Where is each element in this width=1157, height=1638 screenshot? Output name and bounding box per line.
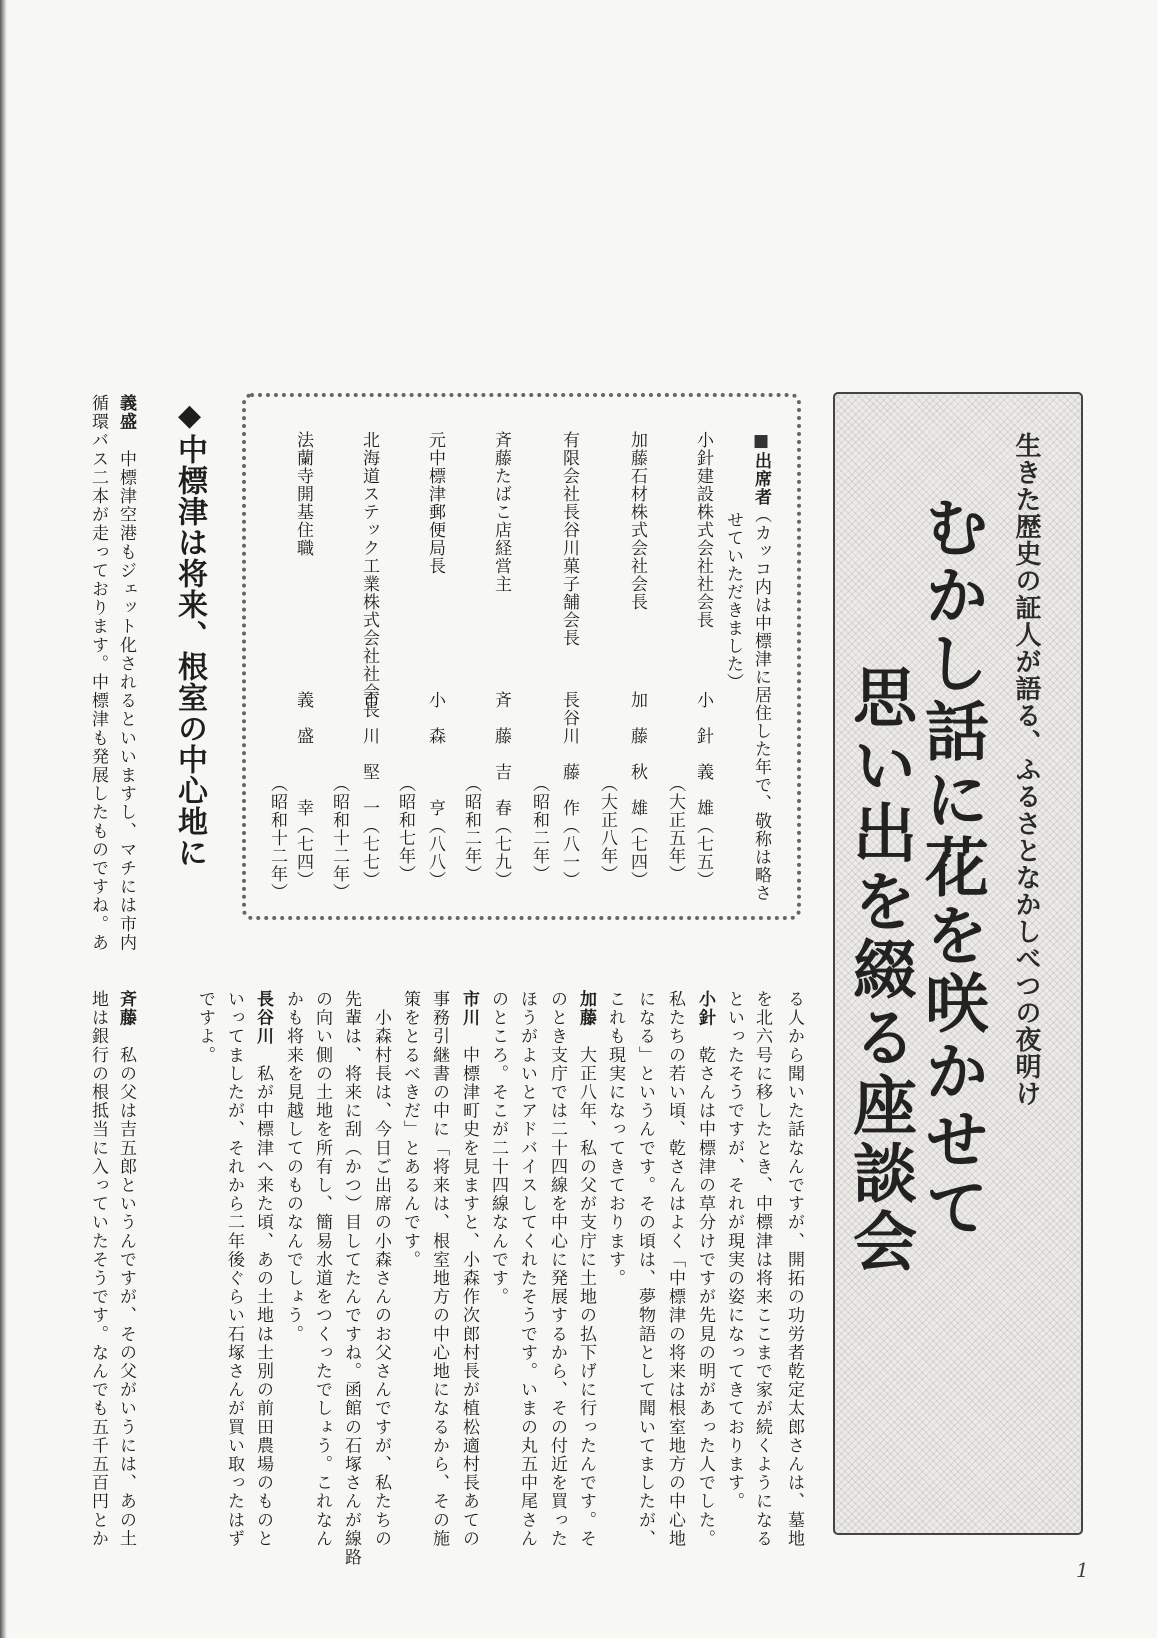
text-line-content: 中標津空港もジェット化されるといいますし、マチには市内 [116, 431, 136, 953]
article-title-line-1: むかし話に花を咲かせて [914, 494, 989, 1242]
attendee-since: （昭和十二年） [329, 775, 349, 901]
text-line [548, 990, 565, 1548]
text-line [117, 394, 134, 952]
attendee-role: 小針建設株式会社社会長 [693, 431, 713, 629]
attendee-role: 加藤石材株式会社会長 [627, 431, 647, 611]
text-line [372, 990, 389, 1548]
text-line [117, 990, 134, 1548]
attendee-since: （昭和七年） [395, 775, 415, 883]
text-line-content: ほうがよいとアドバイスしてくれたそうです。いまの丸五中尾さん [517, 990, 537, 1548]
title-panel [833, 392, 1083, 1535]
text-line [89, 990, 106, 1548]
attendee-name: 小 森 亨（八八） [425, 691, 445, 889]
diamond-bullet-icon: ◆ [172, 398, 207, 434]
text-line [666, 990, 683, 1548]
attendees-note: （カッコ内は中標津に居住した年で、敬称は略さ [751, 506, 771, 902]
attendee-name: 長谷川 藤 作（八一） [559, 691, 579, 889]
attendee-since: （大正五年） [665, 775, 685, 883]
article-title-line-2: 思い出を綴る座談会 [842, 664, 917, 1276]
text-line-content: のところ。そこが二十四線なんです。 [488, 990, 508, 1307]
speaker-label: 斉藤 [116, 990, 136, 1028]
square-bullet-icon: ■ [751, 431, 771, 452]
text-line [460, 990, 477, 1548]
speaker-label: 長谷川 [253, 990, 273, 1046]
text-line [518, 990, 535, 1548]
page-binding-edge [0, 0, 7, 1638]
text-line [753, 990, 770, 1548]
text-line [401, 990, 418, 1269]
text-line-content: 私が中標津へ来た頃、あの土地は士別の前田農場のものと [253, 1045, 273, 1549]
text-line [313, 990, 330, 1548]
text-line-content: いってましたが、それから二年後ぐらい石塚さんが買い取ったはず [224, 990, 244, 1548]
text-line [696, 990, 713, 1548]
text-line [196, 990, 213, 1064]
attendee-name: 義 盛 幸（七四） [293, 691, 313, 889]
speaker-label: 加藤 [576, 990, 596, 1028]
text-line [225, 990, 242, 1548]
text-line [785, 990, 802, 1548]
text-line-content: 乾さんは中標津の草分けですが先見の明があった人でした。 [695, 1027, 715, 1549]
text-line-content: 地は銀行の根抵当に入っていたそうです。なんでも五千五百円とか [88, 990, 108, 1548]
attendees-box [242, 393, 801, 920]
text-line-content: 事務引継書の中に「将来は、根室地方の中心地になるから、その施 [429, 990, 449, 1548]
text-line-content: これも現実になってきております。 [605, 990, 625, 1288]
attendee-role: 有限会社長谷川菓子舗会長 [559, 431, 579, 647]
text-line [254, 990, 271, 1548]
attendee-since: （昭和二年） [461, 775, 481, 883]
text-line-content: 先輩は、将来に刮（かつ）目してたんですね。函館の石塚さんが線路 [341, 990, 361, 1567]
section-heading-text: 中標津は将来、根室の中心地に [172, 434, 207, 868]
speaker-label: 小針 [695, 990, 715, 1028]
text-line-content: になる」というんです。その頃は、夢物語として聞いてましたが、 [635, 990, 655, 1548]
text-line-content: を北六号に移したとき、中標津は将来ここまで家が続くようになる [752, 990, 772, 1548]
text-line-content: のとき支庁では二十四線を中心に発展するから、その付近を買った [547, 990, 567, 1548]
text-line-content: 循環バス二本が走っております。中標津も発展したものですね。あ [88, 394, 108, 952]
attendee-role: 斉藤たばこ店経営主 [491, 431, 511, 593]
page-number: 1 [1076, 1558, 1089, 1582]
text-line-content: かも将来を見越してのものなんでしょう。 [283, 990, 303, 1344]
section-heading [172, 398, 207, 868]
attendee-since: （昭和十二年） [267, 775, 287, 901]
text-line-content: といったそうですが、それが現実の姿になってきております。 [724, 990, 744, 1511]
text-line-content: 私たちの若い頃、乾さんはよく「中標津の将来は根室地方の中心地 [665, 990, 685, 1548]
text-line-content: る人から聞いた話なんですが、開拓の功労者乾定太郎さんは、墓地 [784, 990, 804, 1548]
text-line-content: 私の父は吉五郎というんですが、その父がいうには、あの土 [116, 1027, 136, 1549]
text-line [284, 990, 301, 1343]
text-line [489, 990, 506, 1306]
attendee-name: 市 川 堅 一（七七） [359, 691, 379, 889]
text-line-content: ですよ。 [195, 990, 215, 1065]
text-line [636, 990, 653, 1548]
text-line-content: の向い側の土地を所有し、簡易水道をつくったでしょう。これなん [312, 990, 332, 1548]
attendee-role: 元中標津郵便局長 [425, 431, 445, 575]
attendees-heading: 出席者 [751, 452, 771, 506]
text-line [725, 990, 742, 1511]
text-line [89, 394, 106, 952]
text-line-content: 大正八年、私の父が支庁に土地の払下げに行ったんです。そ [576, 1027, 596, 1549]
attendee-name: 斉 藤 吉 春（七九） [491, 691, 511, 889]
text-line-content: 策をとるべきだ」とあるんです。 [400, 990, 420, 1269]
attendee-role: 法蘭寺開基住職 [293, 431, 313, 557]
attendee-since: （昭和二年） [529, 775, 549, 883]
text-line [606, 990, 623, 1288]
speaker-label: 義盛 [116, 394, 136, 432]
text-line-content: 小森村長は、今日ご出席の小森さんのお父さんですが、私たちの [371, 990, 391, 1548]
text-line [342, 990, 359, 1567]
article-subtitle: 生きた歴史の証人が語る、ふるさとなかしべつの夜明け [1011, 432, 1041, 1107]
attendee-name: 小 針 義 雄（七五） [693, 691, 713, 889]
attendee-role: 北海道ステック工業株式会社社会長 [359, 431, 379, 719]
attendees-heading-line [752, 431, 769, 902]
text-line [430, 990, 447, 1548]
speaker-label: 市川 [459, 990, 479, 1028]
attendee-since: （大正八年） [597, 775, 617, 883]
attendee-name: 加 藤 秋 雄（七四） [627, 691, 647, 889]
text-line-content: 中標津町史を見ますと、小森作次郎村長が植松適村長あての [459, 1027, 479, 1549]
attendees-note-continued: せていただきました） [723, 511, 743, 691]
text-line [577, 990, 594, 1548]
